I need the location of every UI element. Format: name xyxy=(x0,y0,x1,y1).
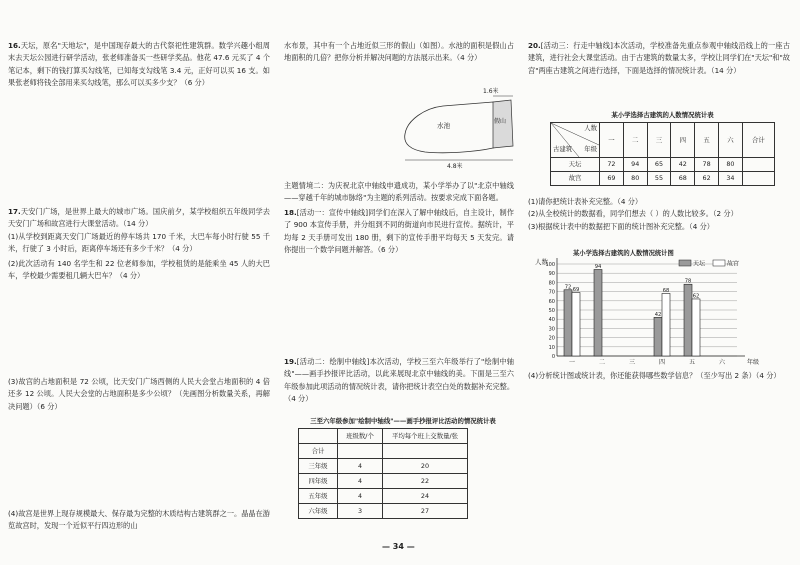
table-19-grid xyxy=(298,428,468,519)
legend-label-gugong: 故宫 xyxy=(727,260,740,268)
question-20: 20.[活动三：行走中轴线]本次活动，学校准备先重点参观中轴线沿线上的一座古建筑，进行社会大课堂活动。由于古建筑的数量太多，学校让同学们在"天坛"和"故宫"两座古建筑之间进行选择，下面是选择的情况统计表。（14 分） xyxy=(528,41,790,75)
table-row: 四年级 4 22 xyxy=(299,474,468,489)
middle-column xyxy=(284,40,514,65)
q17-part1: (1)从学校到距离天安门广场最近的停车场共 170 千米，大巴车每小时行驶 55 千米，行驶了 3 小时后，距离停车场还有多少千米？（4 分） xyxy=(8,231,270,254)
legend-swatch-tiantan xyxy=(679,260,691,266)
fig-label-pool: 水池 xyxy=(437,122,451,130)
fig-label-rock: 假山 xyxy=(494,118,507,125)
bar-tiantan xyxy=(684,284,692,356)
bar-tiantan xyxy=(594,270,602,356)
data-label: 78 xyxy=(684,278,692,285)
question-16: 16.天坛，原名"天地坛"，是中国现存最大的古代祭祀性建筑群。数学兴趣小组周末去天坛公园进行研学活动，张老师准备买一些研学奖品。他花 47.6 元买了 4 个笔记本，剩下的钱打算买勾线笔，已知每支勾线笔 3.4 元，正好可以买 16 支。如果张老师将钱全部用来买勾线笔，那么可以买多少支？（6 分） xyxy=(8,41,270,88)
data-label: 69 xyxy=(572,287,580,294)
y-tick-label: 70 xyxy=(548,289,555,296)
y-tick-label: 0 xyxy=(551,354,555,360)
x-tick-label: 二 xyxy=(598,359,606,366)
q20-part4: (4)分析统计图或统计表，你还能获得哪些数学信息？（至少写出 2 条）（4 分） xyxy=(528,371,781,380)
q17-part3: (3)故宫的占地面积是 72 公顷，比天安门广场西侧的人民大会堂占地面积的 4 倍还多 12 公顷。人民大会堂的占地面积是多少公顷？（先画图分析数量关系，再解决问题）（6 分） xyxy=(8,377,270,411)
table-20-title: 某小学选择古建筑的人数情况统计表 xyxy=(611,111,714,119)
y-tick-label: 20 xyxy=(548,335,555,342)
table-row: 故宫 69 80 55 68 62 34 xyxy=(551,172,775,186)
y-tick-label: 90 xyxy=(548,271,555,278)
y-tick-label: 100 xyxy=(545,262,555,268)
left-column xyxy=(8,40,270,90)
table-row: 合计 xyxy=(299,444,468,459)
fig-label-bottom: 4.8米 xyxy=(447,163,463,170)
diagonal-header: 人数 年级 古建筑 xyxy=(551,123,600,158)
fig-label-top: 1.6米 xyxy=(483,88,499,95)
pool-rock-figure xyxy=(395,90,525,174)
question-18: 18.[活动一：宣传中轴线]同学们在深入了解中轴线后，自主设计，制作了 900 本宣传手册，并分组到不同的街道向市民进行宣传。据统计，平均每 2 天手册可发出 180 册，剩下的宣传手册平均每天 5 天发完。请你提出一个数学问题并解答。（6 分） xyxy=(284,207,514,255)
page-number: — 34 — xyxy=(382,542,415,551)
table-19 xyxy=(292,416,514,519)
table-row: 五年级 4 24 xyxy=(299,489,468,504)
x-tick-label: 六 xyxy=(718,359,726,366)
table-19-title: 三至六年级参加"绘制中轴线"——画手抄报评比活动的情况统计表 xyxy=(310,417,496,425)
table-20 xyxy=(550,110,775,186)
table-row: 人数 年级 古建筑 一 二 三 四 五 六 合计 xyxy=(551,123,775,158)
legend-swatch-gugong xyxy=(713,260,725,266)
data-label: 62 xyxy=(692,293,700,300)
figure-svg xyxy=(395,90,525,170)
x-tick-label: 五 xyxy=(688,359,696,366)
data-label: 94 xyxy=(594,264,602,271)
y-tick-label: 80 xyxy=(548,280,555,287)
q17-part4: (4)故宫是世界上现存规模最大、保存最为完整的木质结构古建筑群之一。晶晶在游览故宫时，发现一个近似平行四边形的山 xyxy=(8,509,270,531)
y-axis-label: 人数 xyxy=(535,258,548,266)
bar-chart xyxy=(533,248,788,374)
table-row: 班级数/个 平均每个班上交数量/张 xyxy=(299,429,468,444)
y-tick-label: 40 xyxy=(548,317,555,324)
x-tick-label: 一 xyxy=(568,359,576,366)
question-19: 19.[活动二：绘制中轴线]本次活动，学校三至六年级举行了"绘制中轴线"——画手抄报评比活动，以此来展现北京中轴线的美。下面是三至六年级参加此项活动的情况统计表，请你把统计表空白处的数据补充完整。（4 分） xyxy=(284,357,515,404)
theme-2: 主题情境二：为庆祝北京中轴线申遗成功，某小学举办了以"北京中轴线——穿越千年的城市脉络"为主题的系列活动。按要求完成下面各题。 18.[活动一：宣传中轴线]同学们在深入了解中轴线后，自主设计，制作了 900 本宣传手册，并分组到不同的街道向市民进行宣传。据统计，平均每 2 天手册可发出 180 册，剩下的宣传手册平均每天 5 天发完。请你提出一个数学问题并解答。（6 分） xyxy=(284,180,514,256)
data-label: 68 xyxy=(662,287,670,294)
bar-gugong xyxy=(692,299,700,356)
bar-gugong xyxy=(662,293,670,356)
q20-parts-1-3: (1)请你把统计表补充完整。（4 分） (2)从全校统计的数据看，同学们想去（ ）的人数比较多。（2 分） (3)根据统计表中的数据把下面的统计图补充完整。（4 分） xyxy=(528,197,738,231)
table-row: 六年级 3 27 xyxy=(299,504,468,519)
bar-tiantan xyxy=(564,290,572,356)
bar-gugong xyxy=(572,293,580,356)
q17-part4-continued: 水布景，其中有一个占地近似三形的假山（如图）。水池的面积是假山占地面积的几倍？把你分析并解决问题的方法展示出来。（4 分） xyxy=(284,41,514,63)
question-17: 17.天安门广场，是世界上最大的城市广场。国庆前夕，某学校组织五年级同学去天安门广场和故宫进行大课堂活动。（14 分） (1)从学校到距离天安门广场最近的停车场共 170 千米，大巴车每小时行驶 55 千米，行驶了 3 小时后，距离停车场还有多少千米？（4 分） (2)此次活动有 140 名学生和 22 位老师参加，学校租赁的是能乘坐 45 人的大巴车，学校最少需要租几辆大巴车？（4 分） xyxy=(8,206,270,282)
y-tick-label: 60 xyxy=(548,298,555,305)
chart-title: 某小学选择古建筑的人数情况统计图 xyxy=(573,250,674,257)
x-tick-label: 四 xyxy=(658,359,666,366)
legend-label-tiantan: 天坛 xyxy=(693,260,706,268)
y-tick-label: 50 xyxy=(548,308,555,314)
q17-part2: (2)此次活动有 140 名学生和 22 位老师参加，学校租赁的是能乘坐 45 人的大巴车，学校最少需要租几辆大巴车？（4 分） xyxy=(8,258,270,281)
table-row: 三年级 4 20 xyxy=(299,459,468,474)
y-tick-label: 10 xyxy=(548,344,555,351)
bar-tiantan xyxy=(654,317,662,356)
table-row: 天坛 72 94 65 42 78 80 xyxy=(551,158,775,172)
x-axis-label: 年级 xyxy=(747,359,760,366)
chart-svg xyxy=(533,248,788,370)
data-label: 42 xyxy=(654,311,662,318)
y-tick-label: 30 xyxy=(548,326,555,333)
x-tick-label: 三 xyxy=(628,359,636,366)
data-label: 72 xyxy=(564,284,572,291)
table-20-grid xyxy=(550,122,775,186)
